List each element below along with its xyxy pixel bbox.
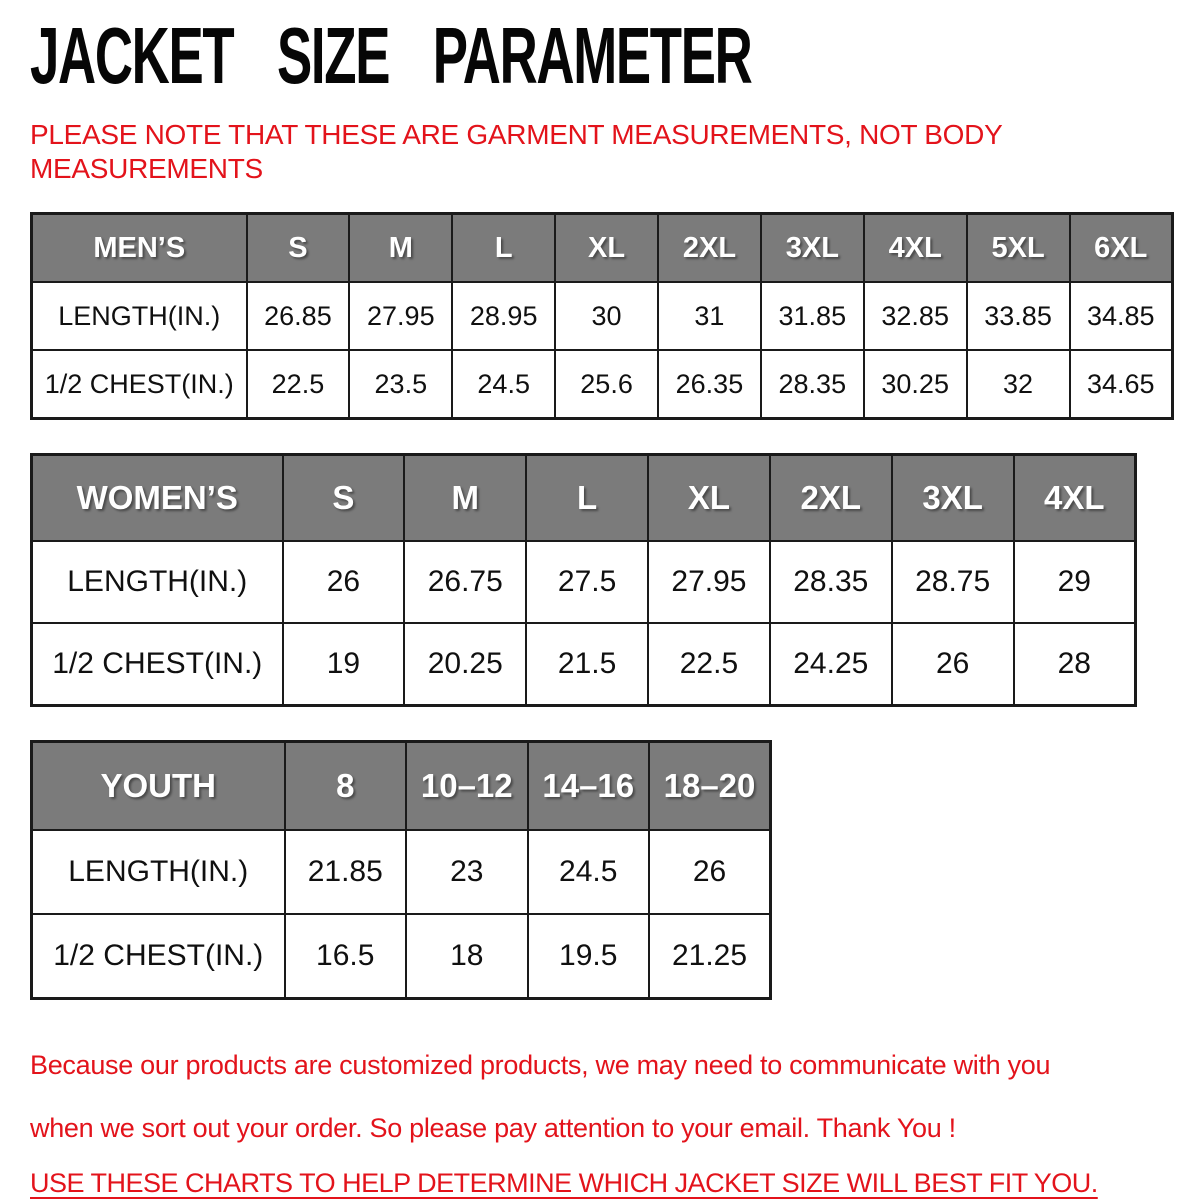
youth-size-table — [30, 740, 772, 1000]
measurement-value: 22.5 — [247, 350, 350, 419]
measurement-value: 27.95 — [349, 282, 452, 350]
size-column-header: S — [283, 455, 405, 542]
measurement-row — [32, 541, 1136, 623]
size-column-header: 4XL — [1014, 455, 1136, 542]
size-column-header: 2XL — [770, 455, 892, 542]
measurement-row — [32, 282, 1173, 350]
size-column-header: XL — [555, 214, 658, 283]
measurement-row — [32, 623, 1136, 706]
measurement-row-label: LENGTH(IN.) — [32, 282, 247, 350]
measurement-value: 24.25 — [770, 623, 892, 706]
measurement-value: 26.85 — [247, 282, 350, 350]
size-header-row — [32, 742, 771, 831]
size-column-header: 8 — [285, 742, 407, 831]
size-column-header: S — [247, 214, 350, 283]
size-column-header: 2XL — [658, 214, 761, 283]
measurement-value: 23.5 — [349, 350, 452, 419]
size-column-header: M — [404, 455, 526, 542]
measurement-row — [32, 914, 771, 999]
measurement-value: 28.35 — [761, 350, 864, 419]
measurement-value: 32 — [967, 350, 1070, 419]
measurement-value: 27.5 — [526, 541, 648, 623]
measurement-value: 19.5 — [528, 914, 650, 999]
size-table-title-cell: MEN’S — [32, 214, 247, 283]
measurement-value: 29 — [1014, 541, 1136, 623]
customization-notice-line-2: when we sort out your order. So please pay attention to your email. Thank You ! — [30, 1112, 956, 1143]
size-column-header: 6XL — [1070, 214, 1173, 283]
measurement-value: 26 — [649, 830, 771, 914]
measurement-row-label: LENGTH(IN.) — [32, 830, 285, 914]
measurement-value: 21.5 — [526, 623, 648, 706]
customization-notice — [30, 1034, 1172, 1159]
measurement-value: 19 — [283, 623, 405, 706]
measurement-value: 26.35 — [658, 350, 761, 419]
size-table-title-cell: WOMEN’S — [32, 455, 283, 542]
measurement-value: 24.5 — [452, 350, 555, 419]
page-title: JACKET SIZE PARAMETER — [30, 11, 752, 100]
measurement-row-label: LENGTH(IN.) — [32, 541, 283, 623]
measurement-value: 26.75 — [404, 541, 526, 623]
measurement-value: 20.25 — [404, 623, 526, 706]
measurement-value: 16.5 — [285, 914, 407, 999]
measurement-value: 18 — [406, 914, 528, 999]
measurement-value: 26 — [283, 541, 405, 623]
measurement-value: 33.85 — [967, 282, 1070, 350]
size-column-header: 18–20 — [649, 742, 771, 831]
customization-notice-line-1: Because our products are customized products, we may need to communicate with you — [30, 1050, 1051, 1081]
size-header-row — [32, 214, 1173, 283]
womens-size-table — [30, 453, 1137, 707]
measurement-value: 28.95 — [452, 282, 555, 350]
size-column-header: 5XL — [967, 214, 1070, 283]
measurement-row — [32, 830, 771, 914]
measurement-value: 27.95 — [648, 541, 770, 623]
size-column-header: 10–12 — [406, 742, 528, 831]
measurement-value: 28.35 — [770, 541, 892, 623]
measurement-row-label: 1/2 CHEST(IN.) — [32, 350, 247, 419]
fit-advice-underlined: USE THESE CHARTS TO HELP DETERMINE WHICH JACKET SIZE WILL BEST FIT YOU. — [30, 1167, 1098, 1198]
measurement-row-label: 1/2 CHEST(IN.) — [32, 623, 283, 706]
measurement-value: 21.85 — [285, 830, 407, 914]
measurement-row-label: 1/2 CHEST(IN.) — [32, 914, 285, 999]
size-column-header: 3XL — [892, 455, 1014, 542]
garment-note-line-1: PLEASE NOTE THAT THESE ARE GARMENT MEASUREMENTS, NOT BODY — [30, 119, 1003, 150]
size-column-header: L — [526, 455, 648, 542]
size-column-header: 3XL — [761, 214, 864, 283]
size-column-header: M — [349, 214, 452, 283]
size-column-header: 14–16 — [528, 742, 650, 831]
size-table-title-cell: YOUTH — [32, 742, 285, 831]
measurement-value: 26 — [892, 623, 1014, 706]
mens-size-table — [30, 212, 1174, 420]
measurement-value: 23 — [406, 830, 528, 914]
measurement-value: 30.25 — [864, 350, 967, 419]
measurement-value: 28 — [1014, 623, 1136, 706]
measurement-value: 25.6 — [555, 350, 658, 419]
measurement-row — [32, 350, 1173, 419]
measurement-value: 28.75 — [892, 541, 1014, 623]
measurement-value: 32.85 — [864, 282, 967, 350]
garment-measurement-note — [30, 118, 1172, 186]
size-column-header: 4XL — [864, 214, 967, 283]
garment-note-line-2: MEASUREMENTS — [30, 153, 263, 185]
measurement-value: 21.25 — [649, 914, 771, 999]
measurement-value: 31.85 — [761, 282, 864, 350]
measurement-value: 24.5 — [528, 830, 650, 914]
measurement-value: 22.5 — [648, 623, 770, 706]
measurement-value: 31 — [658, 282, 761, 350]
size-header-row — [32, 455, 1136, 542]
measurement-value: 34.85 — [1070, 282, 1173, 350]
size-column-header: XL — [648, 455, 770, 542]
size-column-header: L — [452, 214, 555, 283]
measurement-value: 34.65 — [1070, 350, 1173, 419]
measurement-value: 30 — [555, 282, 658, 350]
